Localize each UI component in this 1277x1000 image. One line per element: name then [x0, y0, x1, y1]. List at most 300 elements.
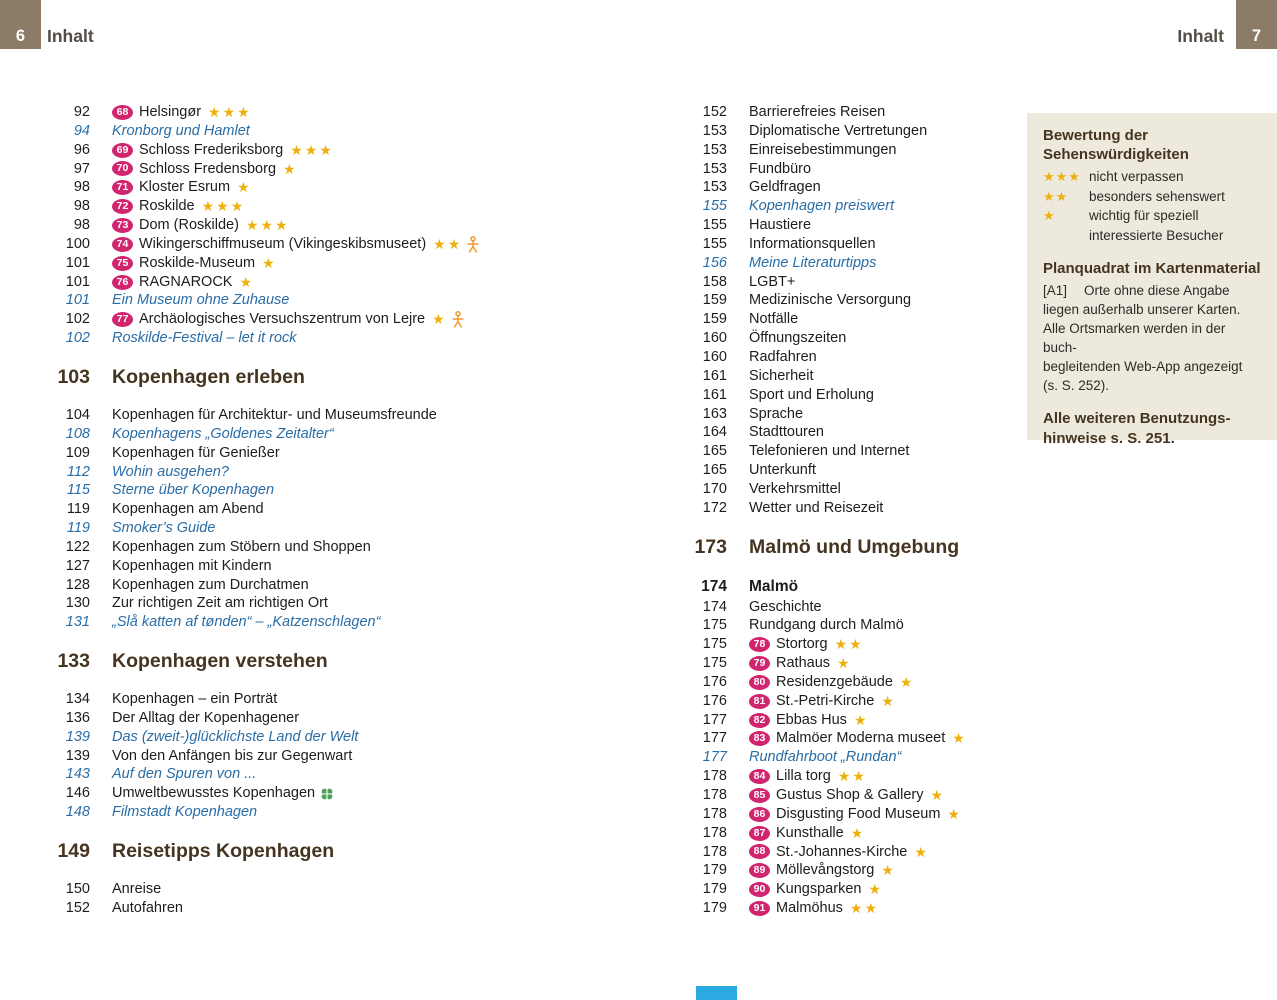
page-number-box-left — [0, 0, 41, 49]
toc-entry — [55, 160, 645, 179]
entry-content — [749, 197, 894, 216]
entry-title: Kopenhagen zum Durchatmen — [112, 576, 309, 593]
poi-number-badge: 71 — [112, 180, 133, 195]
toc-entry — [692, 423, 1037, 442]
entry-title: Barrierefreies Reisen — [749, 104, 886, 120]
toc-entry — [55, 463, 645, 482]
entry-content — [112, 538, 371, 557]
toc-entry — [55, 481, 645, 500]
entry-content — [749, 635, 864, 654]
page-number-left: 6 — [15, 27, 26, 45]
entry-content — [749, 348, 817, 367]
toc-section-heading — [692, 534, 1037, 560]
entry-title: Wikingerschiffmuseum (Vikingeskibsmuseet) — [139, 235, 427, 252]
rating-stars: ★★ — [837, 768, 867, 785]
rating-stars: ★★★ — [290, 141, 334, 158]
entry-page-number: 149 — [57, 840, 90, 862]
toc-entry — [692, 178, 1037, 197]
entry-page-number: 179 — [702, 862, 727, 879]
entry-page-number: 136 — [65, 709, 90, 726]
toc-entry — [55, 444, 645, 463]
entry-page-number: 178 — [702, 843, 727, 860]
poi-number-badge: 82 — [749, 713, 770, 728]
further-notes-line: Alle weiteren Benutzungs- — [1043, 410, 1231, 427]
entry-page-number: 177 — [702, 749, 727, 766]
toc-entry — [692, 843, 1037, 862]
entry-content — [749, 216, 811, 235]
entry-page-number: 160 — [702, 348, 727, 365]
entry-title: RAGNAROCK — [139, 273, 233, 290]
entry-page-number: 159 — [702, 311, 727, 328]
entry-content — [749, 480, 841, 499]
entry-content — [749, 461, 816, 480]
poi-number-badge: 89 — [749, 863, 770, 878]
entry-content — [112, 273, 254, 292]
toc-entry — [55, 273, 645, 292]
poi-number-badge: 79 — [749, 656, 770, 671]
toc-entry — [55, 880, 645, 899]
rating-stars: ★ — [850, 824, 866, 841]
entry-title: Anreise — [112, 881, 162, 897]
entry-page-number: 178 — [702, 768, 727, 785]
toc-entry — [692, 899, 1037, 918]
toc-section-heading — [55, 838, 645, 864]
entry-content — [112, 500, 264, 519]
entry-title: Stadttouren — [749, 424, 824, 441]
toc-entry — [692, 405, 1037, 424]
poi-number-badge: 73 — [112, 218, 133, 233]
entry-title: Diplomatische Vertretungen — [749, 122, 928, 139]
rating-stars: ★ — [930, 787, 946, 803]
toc-entry — [55, 728, 645, 747]
entry-content — [112, 728, 358, 747]
toc-section-heading — [55, 648, 645, 674]
entry-title: Kopenhagen am Abend — [112, 501, 264, 518]
entry-content — [749, 692, 896, 711]
entry-content — [112, 803, 257, 822]
entry-content — [112, 838, 334, 864]
toc-column-right — [692, 103, 1037, 918]
entry-content — [749, 160, 811, 179]
toc-entry — [55, 613, 645, 632]
entry-title: Helsingør — [139, 104, 202, 120]
entry-title: Telefonieren und Internet — [749, 443, 910, 460]
toc-entry — [55, 329, 645, 348]
entry-page-number: 172 — [702, 499, 727, 516]
toc-entry — [55, 784, 645, 803]
entry-title: Disgusting Food Museum — [776, 805, 941, 822]
entry-page-number: 178 — [702, 824, 727, 841]
poi-number-badge: 88 — [749, 844, 770, 859]
entry-content — [749, 122, 927, 141]
entry-page-number: 175 — [702, 636, 727, 653]
poi-number-badge: 84 — [749, 769, 770, 784]
entry-title: Gustus Shop & Gallery — [776, 787, 924, 803]
poi-number-badge: 78 — [749, 637, 770, 652]
toc-entry — [692, 160, 1037, 179]
toc-entry — [692, 598, 1037, 617]
toc-entry — [692, 235, 1037, 254]
entry-title: Reisetipps Kopenhagen — [112, 840, 335, 862]
poi-number-badge: 91 — [749, 901, 770, 916]
entry-content — [749, 786, 945, 805]
entry-page-number: 153 — [702, 122, 727, 139]
toc-entry — [692, 805, 1037, 824]
entry-title: St.-Petri-Kirche — [776, 692, 875, 709]
rating-stars: ★★★ — [245, 217, 290, 234]
usage-notes-box — [1027, 113, 1277, 447]
entry-content — [749, 534, 959, 560]
poi-number-badge: 70 — [112, 161, 133, 176]
entry-page-number: 98 — [73, 198, 90, 215]
entry-page-number: 108 — [65, 425, 90, 442]
entry-title: Möllevångstorg — [776, 862, 875, 879]
entry-content — [749, 824, 865, 843]
toc-entry — [692, 273, 1037, 292]
entry-title: Geldfragen — [749, 179, 821, 196]
rating-stars: ★★ — [849, 900, 879, 917]
entry-content — [112, 235, 479, 254]
entry-page-number: 128 — [65, 576, 90, 593]
entry-page-number: 159 — [702, 292, 727, 309]
grid-note-line: begleitenden Web-App angezeigt — [1043, 359, 1243, 374]
entry-title: Kungsparken — [776, 881, 862, 898]
entry-page-number: 101 — [65, 254, 90, 271]
entry-content — [112, 613, 380, 632]
entry-title: Kopenhagen erleben — [112, 365, 305, 388]
rating-legend-title: Bewertung der Sehenswürdigkeiten — [1043, 127, 1189, 163]
toc-entry — [55, 500, 645, 519]
entry-content — [749, 141, 897, 160]
entry-page-number: 98 — [73, 217, 90, 234]
toc-entry — [55, 594, 645, 613]
entry-title: „Slå katten af tønden“ – „Katzenschlagen“ — [112, 614, 381, 631]
entry-page-number: 155 — [702, 235, 727, 252]
toc-entry — [692, 386, 1037, 405]
entry-title: Fundbüro — [749, 160, 812, 177]
toc-entry — [55, 197, 645, 216]
entry-content — [749, 748, 901, 767]
entry-page-number: 176 — [702, 673, 727, 690]
rating-label: nicht verpassen — [1089, 169, 1184, 184]
entry-title: Kopenhagens „Goldenes Zeitalter“ — [112, 425, 334, 442]
poi-number-badge: 86 — [749, 807, 770, 822]
grid-note-text — [1043, 281, 1261, 395]
entry-page-number: 98 — [73, 179, 90, 196]
entry-title: Kopenhagen verstehen — [112, 650, 328, 673]
entry-title: Rathaus — [776, 655, 831, 672]
rating-stars: ★ — [432, 311, 447, 328]
further-notes-text — [1043, 409, 1261, 448]
poi-number-badge: 77 — [112, 312, 133, 327]
entry-title: Kopenhagen für Architektur- und Museumsfreunde — [112, 406, 437, 423]
toc-entry — [692, 711, 1037, 730]
entry-title: Kronborg und Hamlet — [112, 122, 250, 139]
entry-content — [112, 899, 183, 918]
entry-title: Öffnungszeiten — [749, 330, 847, 347]
rating-stars: ★ — [952, 730, 967, 747]
entry-title: Kopenhagen preiswert — [749, 198, 895, 215]
entry-title: Schloss Fredensborg — [139, 160, 277, 177]
entry-page-number: 100 — [65, 235, 90, 252]
entry-title: Sicherheit — [749, 367, 814, 384]
entry-title: Radfahren — [749, 348, 817, 365]
entry-content — [112, 291, 289, 310]
toc-entry — [692, 692, 1037, 711]
toc-entry — [692, 786, 1037, 805]
entry-title: Der Alltag der Kopenhagener — [112, 709, 300, 726]
entry-page-number: 143 — [65, 766, 90, 783]
entry-title: Zur richtigen Zeit am richtigen Ort — [112, 595, 328, 612]
entry-content — [112, 364, 305, 390]
entry-page-number: 163 — [702, 405, 727, 422]
entry-page-number: 131 — [65, 614, 90, 631]
rating-stars: ★ — [868, 881, 884, 898]
entry-content — [112, 160, 298, 179]
entry-title: Kopenhagen für Genießer — [112, 444, 280, 461]
entry-page-number: 179 — [702, 900, 727, 917]
entry-title: Archäologisches Versuchszentrum von Lejre — [139, 311, 426, 328]
entry-page-number: 178 — [702, 787, 727, 803]
entry-content — [749, 598, 822, 617]
entry-title: Umweltbewusstes Kopenhagen — [112, 785, 316, 802]
entry-title: Kopenhagen zum Stöbern und Shoppen — [112, 538, 371, 555]
poi-number-badge: 68 — [112, 105, 133, 120]
toc-entry — [55, 803, 645, 822]
toc-entry — [55, 291, 645, 310]
toc-entry — [55, 310, 645, 329]
entry-page-number: 176 — [702, 692, 727, 709]
entry-title: LGBT+ — [749, 273, 796, 290]
entry-page-number: 102 — [65, 311, 90, 328]
entry-content — [112, 329, 297, 348]
page-number-box-right — [1236, 0, 1277, 49]
poi-number-badge: 90 — [749, 882, 770, 897]
entry-title: Malmö — [749, 577, 799, 595]
rating-stars: ★★ — [834, 636, 864, 653]
poi-number-badge: 80 — [749, 675, 770, 690]
toc-section-heading — [55, 364, 645, 390]
entry-page-number: 102 — [65, 330, 90, 347]
toc-entry — [692, 480, 1037, 499]
entry-page-number: 179 — [702, 881, 727, 898]
poi-number-badge: 74 — [112, 237, 133, 252]
entry-page-number: 134 — [65, 691, 90, 708]
toc-entry — [55, 538, 645, 557]
page-header-title-right: Inhalt — [1177, 26, 1224, 46]
page-number-right: 7 — [1251, 27, 1262, 45]
entry-page-number: 155 — [702, 217, 727, 234]
entry-content — [749, 367, 813, 386]
entry-title: Ebbas Hus — [776, 711, 847, 728]
toc-entry — [55, 765, 645, 784]
entry-title: Rundfahrboot „Rundan“ — [749, 749, 902, 766]
rating-legend-row — [1043, 167, 1261, 187]
entry-title: Stortorg — [776, 636, 828, 653]
entry-page-number: 177 — [702, 711, 727, 728]
entry-title: Meine Literaturtipps — [749, 254, 877, 271]
entry-title: Dom (Roskilde) — [139, 217, 239, 234]
entry-content — [749, 386, 874, 405]
rating-stars: ★ — [947, 805, 962, 822]
entry-content — [112, 519, 215, 538]
toc-entry — [55, 709, 645, 728]
entry-page-number: 174 — [701, 577, 727, 595]
entry-content — [749, 499, 883, 518]
entry-title: Kopenhagen – ein Porträt — [112, 691, 278, 708]
toc-subsection-heading — [692, 576, 1037, 598]
poi-number-badge: 87 — [749, 826, 770, 841]
entry-page-number: 127 — [65, 557, 90, 574]
poi-number-badge: 76 — [112, 275, 133, 290]
entry-title: Malmöer Moderna museet — [776, 730, 946, 747]
entry-content — [749, 423, 824, 442]
entry-title: Ein Museum ohne Zuhause — [112, 292, 290, 309]
entry-page-number: 160 — [702, 330, 727, 347]
toc-entry — [55, 141, 645, 160]
entry-content — [112, 444, 280, 463]
entry-title: Schloss Frederiksborg — [139, 141, 284, 158]
toc-entry — [55, 216, 645, 235]
toc-entry — [55, 254, 645, 273]
entry-content — [749, 880, 883, 899]
entry-content — [749, 767, 867, 786]
entry-content — [112, 557, 272, 576]
entry-title: Einreisebestimmungen — [749, 141, 897, 158]
grid-note-line: Orte ohne diese Angabe — [1084, 283, 1230, 298]
entry-page-number: 94 — [73, 122, 90, 139]
further-notes-line: hinweise s. S. 251. — [1043, 429, 1175, 447]
toc-entry — [692, 291, 1037, 310]
poi-number-badge: 83 — [749, 731, 770, 746]
entry-title: Sprache — [749, 405, 804, 422]
entry-page-number: 156 — [702, 254, 727, 271]
entry-page-number: 170 — [702, 480, 727, 497]
entry-title: Geschichte — [749, 598, 822, 615]
entry-content — [112, 648, 328, 674]
rating-legend-row — [1043, 187, 1261, 207]
toc-entry — [55, 122, 645, 141]
entry-title: Medizinische Versorgung — [749, 292, 912, 309]
entry-title: Notfälle — [749, 311, 799, 328]
entry-content — [749, 576, 798, 598]
child-friendly-icon — [467, 236, 479, 253]
rating-stars: ★ — [837, 655, 852, 672]
entry-title: Kunsthalle — [776, 824, 844, 841]
grid-note-first-line — [1043, 281, 1261, 300]
eco-clover-icon — [320, 787, 334, 801]
entry-content — [112, 197, 245, 216]
page-header-title-left: Inhalt — [47, 26, 94, 46]
entry-title: Das (zweit-)glücklichste Land der Welt — [112, 728, 359, 745]
entry-page-number: 161 — [702, 386, 727, 403]
entry-content — [112, 880, 161, 899]
entry-page-number: 101 — [65, 292, 90, 309]
toc-entry — [55, 406, 645, 425]
child-friendly-icon — [452, 311, 464, 328]
toc-entry — [692, 861, 1037, 880]
entry-title: Kloster Esrum — [139, 179, 231, 196]
entry-content — [749, 711, 869, 730]
entry-content — [112, 406, 437, 425]
entry-page-number: 148 — [65, 804, 90, 821]
entry-title: Residenzgebäude — [776, 673, 893, 690]
rating-label: besonders sehenswert — [1089, 188, 1225, 204]
poi-number-badge: 81 — [749, 694, 770, 709]
entry-content — [749, 843, 929, 862]
toc-entry — [55, 557, 645, 576]
entry-page-number: 109 — [65, 444, 90, 461]
entry-content — [749, 673, 914, 692]
entry-page-number: 152 — [65, 899, 90, 916]
toc-entry — [692, 673, 1037, 692]
toc-entry — [692, 442, 1037, 461]
entry-content — [112, 178, 252, 197]
grid-note-line: Alle Ortsmarken werden in der buch- — [1043, 321, 1226, 355]
entry-title: Rundgang durch Malmö — [749, 617, 904, 634]
rating-label-line2: interessierte Besucher — [1089, 227, 1224, 243]
entry-content — [112, 576, 309, 595]
toc-entry — [692, 216, 1037, 235]
toc-entry — [692, 880, 1037, 899]
entry-content — [112, 709, 299, 728]
poi-number-badge: 75 — [112, 256, 133, 271]
poi-number-badge: 69 — [112, 143, 133, 158]
toc-entry — [55, 425, 645, 444]
toc-entry — [692, 729, 1037, 748]
entry-content — [749, 805, 962, 824]
entry-title: Filmstadt Kopenhagen — [112, 804, 258, 821]
grid-square-marker: [A1] — [1043, 283, 1068, 298]
entry-content — [749, 616, 904, 635]
rating-stars: ★★★ — [1043, 169, 1081, 184]
entry-page-number: 165 — [702, 443, 727, 460]
entry-title: Sterne über Kopenhagen — [112, 482, 275, 499]
rating-stars: ★ — [237, 179, 252, 196]
entry-page-number: 150 — [65, 881, 90, 897]
toc-entry — [692, 461, 1037, 480]
entry-content — [112, 784, 334, 803]
entry-title: Wohin ausgehen? — [112, 463, 229, 480]
entry-page-number: 115 — [66, 482, 90, 499]
toc-entry — [55, 576, 645, 595]
entry-page-number: 174 — [702, 598, 727, 615]
entry-title: Von den Anfängen bis zur Gegenwart — [112, 747, 353, 764]
entry-page-number: 153 — [702, 179, 727, 196]
rating-stars: ★ — [899, 673, 915, 690]
entry-page-number: 164 — [702, 424, 727, 441]
entry-page-number: 133 — [57, 650, 90, 673]
entry-title: Unterkunft — [749, 462, 816, 479]
toc-entry — [692, 654, 1037, 673]
toc-entry — [55, 235, 645, 254]
entry-page-number: 119 — [66, 501, 90, 518]
entry-content — [749, 178, 821, 197]
entry-title: Lilla torg — [776, 768, 831, 785]
entry-title: Roskilde-Festival – let it rock — [112, 330, 297, 347]
entry-content — [749, 899, 879, 918]
rating-stars: ★ — [239, 273, 255, 290]
toc-entry — [692, 499, 1037, 518]
rating-stars: ★★ — [1043, 188, 1069, 204]
rating-stars: ★ — [1043, 208, 1056, 223]
entry-content — [112, 481, 274, 500]
entry-title: Roskilde — [139, 198, 195, 215]
entry-content — [749, 291, 911, 310]
toc-entry — [55, 899, 645, 918]
entry-content — [112, 103, 252, 122]
toc-entry — [692, 254, 1037, 273]
